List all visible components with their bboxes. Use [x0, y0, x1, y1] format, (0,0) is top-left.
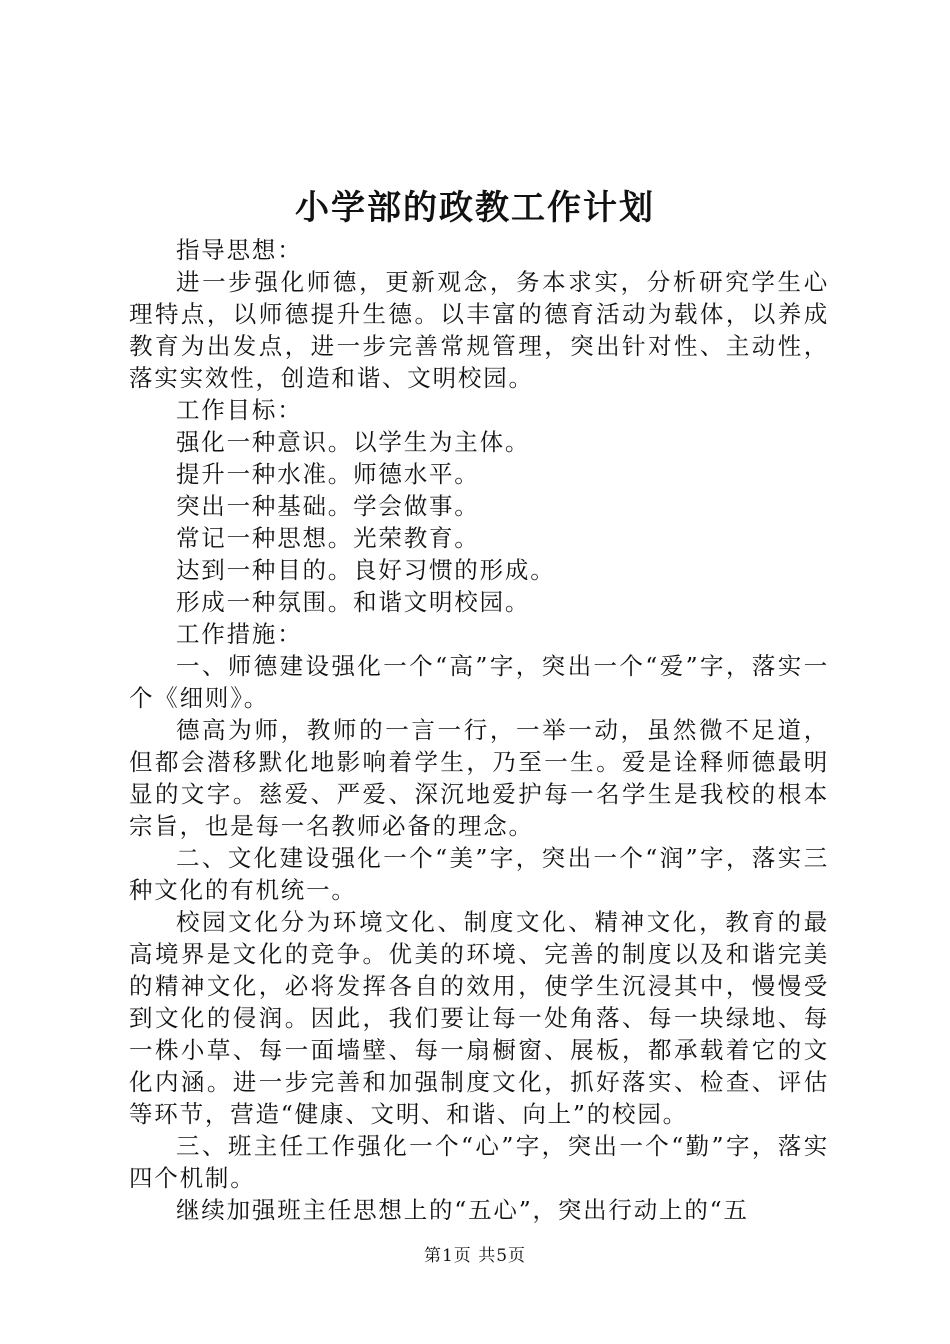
paragraph-measure-1-text: 德高为师，教师的一言一行，一举一动，虽然微不足道，但都会潜移默化地影响着学生，乃至一生。爱是诠释师德最明显的文字。慈爱、严爱、深沉地爱护每一名学生是我校的根本宗旨，也是每一名教师必备的理念。 — [129, 716, 829, 840]
paragraph-guiding-heading: 指导思想： — [176, 236, 303, 264]
paragraph-goals-heading: 工作目标： — [176, 396, 303, 424]
document-title: 小学部的政教工作计划 — [295, 188, 655, 228]
paragraph-goal-1: 强化一种意识。以学生为主体。 — [176, 428, 531, 456]
paragraph-measure-3-heading: 三、班主任工作强化一个“心”字，突出一个“勤”字，落实四个机制。 — [129, 1132, 829, 1192]
document-body — [129, 234, 829, 1226]
paragraph-goal-4: 常记一种思想。光荣教育。 — [176, 524, 480, 552]
page-number-footer: 第1页 共5页 — [423, 1246, 527, 1266]
paragraph-goal-3: 突出一种基础。学会做事。 — [176, 492, 480, 520]
paragraph-goal-6: 形成一种氛围。和谐文明校园。 — [176, 588, 531, 616]
paragraph-measure-1-heading: 一、师德建设强化一个“高”字，突出一个“爱”字，落实一个《细则》。 — [129, 652, 829, 712]
paragraph-guiding-text: 进一步强化师德，更新观念，务本求实，分析研究学生心理特点，以师德提升生德。以丰富的德育活动为载体，以养成教育为出发点，进一步完善常规管理，突出针对性、主动性，落实实效性，创造和谐、文明校园。 — [129, 268, 829, 392]
paragraph-measure-3-text: 继续加强班主任思想上的“五心”，突出行动上的“五 — [176, 1196, 749, 1224]
paragraph-goal-2: 提升一种水准。师德水平。 — [176, 460, 480, 488]
paragraph-measure-2-text: 校园文化分为环境文化、制度文化、精神文化，教育的最高境界是文化的竞争。优美的环境、完善的制度以及和谐完美的精神文化，必将发挥各自的效用，使学生沉浸其中，慢慢受到文化的侵润。因此，我们要让每一处角落、每一块绿地、每一株小草、每一面墙壁、每一扇橱窗、展板，都承载着它的文化内涵。进一步完善和加强制度文化，抓好落实、检查、评估等环节，营造“健康、文明、和谐、向上”的校园。 — [129, 908, 829, 1128]
paragraph-measure-2-heading: 二、文化建设强化一个“美”字，突出一个“润”字，落实三种文化的有机统一。 — [129, 844, 829, 904]
paragraph-goal-5: 达到一种目的。良好习惯的形成。 — [176, 556, 556, 584]
paragraph-measures-heading: 工作措施： — [176, 620, 303, 648]
